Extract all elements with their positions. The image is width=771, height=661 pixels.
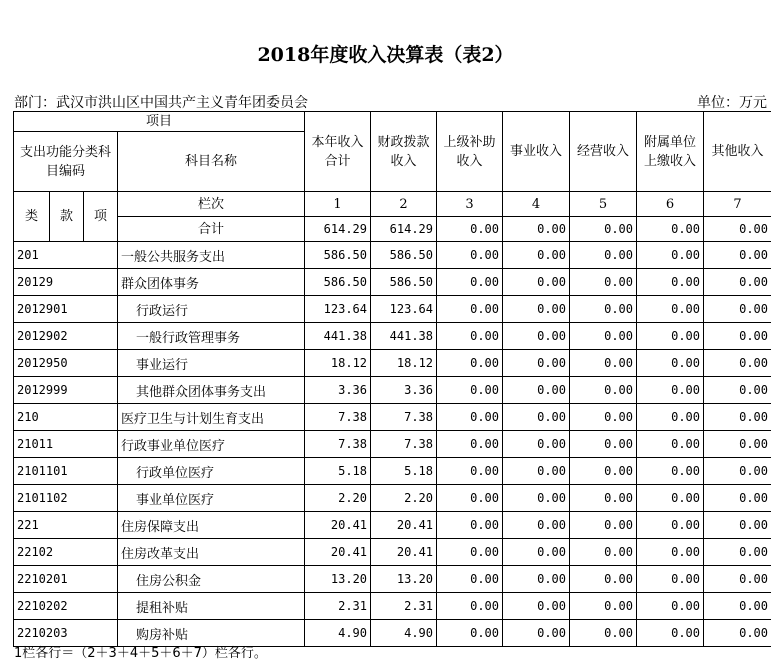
row-value: 0.00 [503, 296, 570, 323]
table-row [14, 323, 771, 350]
row-value: 0.00 [437, 404, 503, 431]
row-value: 0.00 [570, 539, 637, 566]
row-value: 0.00 [503, 512, 570, 539]
col-number: 6 [637, 192, 704, 217]
row-subject-name: 其他群众团体事务支出 [118, 377, 305, 404]
table-row [14, 296, 771, 323]
header-col-4: 事业收入 [503, 112, 570, 192]
row-value: 0.00 [637, 377, 704, 404]
row-value: 441.38 [305, 323, 371, 350]
row-value: 0.00 [503, 566, 570, 593]
row-code: 2012901 [14, 296, 118, 323]
row-code: 210 [14, 404, 118, 431]
table-row [14, 539, 771, 566]
row-value: 20.41 [305, 512, 371, 539]
row-subject-name: 提租补贴 [118, 593, 305, 620]
row-value: 13.20 [305, 566, 371, 593]
row-value: 0.00 [637, 485, 704, 512]
row-value: 0.00 [437, 512, 503, 539]
row-value: 0.00 [503, 242, 570, 269]
row-value: 0.00 [704, 242, 771, 269]
row-value: 0.00 [503, 620, 570, 647]
col-number: 7 [704, 192, 771, 217]
total-value: 0.00 [637, 217, 704, 242]
col-number: 5 [570, 192, 637, 217]
col-number: 1 [305, 192, 371, 217]
col-number: 4 [503, 192, 570, 217]
unit-label: 单位：万元 [697, 95, 767, 111]
table-row [14, 242, 771, 269]
row-code: 2210201 [14, 566, 118, 593]
revenue-table [13, 111, 771, 647]
row-subject-name: 行政事业单位医疗 [118, 431, 305, 458]
table-row [14, 485, 771, 512]
row-value: 7.38 [305, 431, 371, 458]
row-subject-name: 住房改革支出 [118, 539, 305, 566]
row-value: 0.00 [570, 350, 637, 377]
row-value: 5.18 [371, 458, 437, 485]
row-value: 0.00 [704, 512, 771, 539]
row-value: 0.00 [503, 269, 570, 296]
row-value: 0.00 [704, 377, 771, 404]
row-value: 0.00 [570, 458, 637, 485]
row-value: 20.41 [305, 539, 371, 566]
table-row [14, 431, 771, 458]
row-value: 0.00 [503, 350, 570, 377]
row-value: 0.00 [437, 242, 503, 269]
row-code: 201 [14, 242, 118, 269]
header-xiang: 项 [84, 192, 118, 242]
row-subject-name: 医疗卫生与计划生育支出 [118, 404, 305, 431]
row-value: 0.00 [570, 242, 637, 269]
row-value: 0.00 [637, 620, 704, 647]
row-value: 0.00 [503, 485, 570, 512]
row-value: 0.00 [570, 269, 637, 296]
row-value: 0.00 [637, 593, 704, 620]
row-code: 2012950 [14, 350, 118, 377]
row-code: 2012902 [14, 323, 118, 350]
header-subject-name: 科目名称 [118, 132, 305, 192]
table-row [14, 593, 771, 620]
table-row [14, 566, 771, 593]
row-subject-name: 群众团体事务 [118, 269, 305, 296]
header-col-6: 附属单位上缴收入 [637, 112, 704, 192]
row-code: 2012999 [14, 377, 118, 404]
row-subject-name: 住房保障支出 [118, 512, 305, 539]
row-value: 0.00 [704, 296, 771, 323]
total-label: 合计 [118, 217, 305, 242]
row-value: 0.00 [570, 566, 637, 593]
total-value: 0.00 [570, 217, 637, 242]
row-value: 0.00 [704, 539, 771, 566]
row-value: 0.00 [637, 269, 704, 296]
row-value: 2.31 [371, 593, 437, 620]
row-value: 0.00 [503, 539, 570, 566]
row-value: 18.12 [305, 350, 371, 377]
row-value: 0.00 [704, 593, 771, 620]
row-value: 0.00 [503, 404, 570, 431]
row-code: 2210202 [14, 593, 118, 620]
row-code: 2101101 [14, 458, 118, 485]
header-item: 项目 [14, 112, 305, 132]
col-number: 2 [371, 192, 437, 217]
header-col-index: 栏次 [118, 192, 305, 217]
row-value: 0.00 [437, 296, 503, 323]
row-value: 20.41 [371, 539, 437, 566]
department-label: 部门：武汉市洪山区中国共产主义青年团委员会 [14, 95, 308, 111]
row-value: 0.00 [570, 431, 637, 458]
table-row [14, 458, 771, 485]
header-col-5: 经营收入 [570, 112, 637, 192]
table-row [14, 377, 771, 404]
total-value: 614.29 [305, 217, 371, 242]
row-value: 0.00 [637, 323, 704, 350]
row-value: 0.00 [637, 539, 704, 566]
row-value: 123.64 [371, 296, 437, 323]
row-value: 0.00 [437, 566, 503, 593]
row-code: 22102 [14, 539, 118, 566]
row-value: 7.38 [371, 404, 437, 431]
row-value: 0.00 [437, 269, 503, 296]
footnote: 1栏各行＝（2＋3＋4＋5＋6＋7）栏各行。 [14, 646, 267, 661]
row-code: 21011 [14, 431, 118, 458]
row-value: 0.00 [503, 593, 570, 620]
row-subject-name: 事业运行 [118, 350, 305, 377]
row-value: 2.31 [305, 593, 371, 620]
row-value: 0.00 [437, 539, 503, 566]
row-value: 0.00 [570, 404, 637, 431]
row-value: 0.00 [704, 431, 771, 458]
row-subject-name: 行政单位医疗 [118, 458, 305, 485]
page-title: 2018年度收入决算表（表2） [257, 44, 514, 66]
row-value: 0.00 [503, 323, 570, 350]
row-value: 0.00 [704, 566, 771, 593]
header-col-3: 上级补助收入 [437, 112, 503, 192]
row-value: 0.00 [704, 485, 771, 512]
row-value: 0.00 [570, 377, 637, 404]
row-value: 0.00 [704, 620, 771, 647]
table-row [14, 350, 771, 377]
row-value: 0.00 [437, 593, 503, 620]
row-value: 586.50 [305, 242, 371, 269]
row-subject-name: 购房补贴 [118, 620, 305, 647]
row-code: 2210203 [14, 620, 118, 647]
header-func-code: 支出功能分类科目编码 [14, 132, 118, 192]
row-value: 18.12 [371, 350, 437, 377]
row-value: 0.00 [637, 512, 704, 539]
row-subject-name: 行政运行 [118, 296, 305, 323]
total-value: 614.29 [371, 217, 437, 242]
row-value: 0.00 [437, 377, 503, 404]
row-value: 3.36 [305, 377, 371, 404]
row-subject-name: 一般行政管理事务 [118, 323, 305, 350]
row-value: 0.00 [437, 431, 503, 458]
header-kuan: 款 [50, 192, 84, 242]
row-value: 0.00 [704, 350, 771, 377]
row-value: 0.00 [570, 296, 637, 323]
row-value: 0.00 [637, 350, 704, 377]
row-value: 7.38 [371, 431, 437, 458]
row-value: 0.00 [437, 350, 503, 377]
table-row [14, 512, 771, 539]
table-body [14, 242, 771, 647]
row-value: 0.00 [570, 485, 637, 512]
row-code: 20129 [14, 269, 118, 296]
row-subject-name: 住房公积金 [118, 566, 305, 593]
row-value: 7.38 [305, 404, 371, 431]
row-value: 0.00 [704, 323, 771, 350]
row-value: 13.20 [371, 566, 437, 593]
row-value: 586.50 [371, 269, 437, 296]
row-subject-name: 事业单位医疗 [118, 485, 305, 512]
row-value: 0.00 [637, 431, 704, 458]
row-value: 20.41 [371, 512, 437, 539]
row-value: 0.00 [637, 242, 704, 269]
row-value: 4.90 [305, 620, 371, 647]
header-col-1: 本年收入合计 [305, 112, 371, 192]
table-row [14, 269, 771, 296]
row-value: 441.38 [371, 323, 437, 350]
row-value: 586.50 [305, 269, 371, 296]
row-value: 0.00 [704, 458, 771, 485]
row-value: 0.00 [570, 323, 637, 350]
row-value: 0.00 [503, 431, 570, 458]
row-value: 0.00 [637, 566, 704, 593]
row-value: 0.00 [503, 458, 570, 485]
row-value: 0.00 [570, 512, 637, 539]
row-value: 0.00 [437, 458, 503, 485]
total-value: 0.00 [437, 217, 503, 242]
row-value: 2.20 [305, 485, 371, 512]
row-code: 2101102 [14, 485, 118, 512]
row-value: 586.50 [371, 242, 437, 269]
row-code: 221 [14, 512, 118, 539]
header-lei: 类 [14, 192, 50, 242]
header-col-7: 其他收入 [704, 112, 771, 192]
row-value: 0.00 [704, 404, 771, 431]
total-value: 0.00 [704, 217, 771, 242]
row-value: 0.00 [637, 404, 704, 431]
total-value: 0.00 [503, 217, 570, 242]
row-value: 0.00 [570, 593, 637, 620]
row-value: 0.00 [570, 620, 637, 647]
row-value: 2.20 [371, 485, 437, 512]
row-value: 0.00 [503, 377, 570, 404]
table-row [14, 404, 771, 431]
row-value: 0.00 [637, 296, 704, 323]
header-col-2: 财政拨款收入 [371, 112, 437, 192]
row-value: 0.00 [637, 458, 704, 485]
row-value: 0.00 [704, 269, 771, 296]
row-value: 5.18 [305, 458, 371, 485]
row-value: 0.00 [437, 485, 503, 512]
row-value: 4.90 [371, 620, 437, 647]
row-value: 123.64 [305, 296, 371, 323]
row-value: 0.00 [437, 620, 503, 647]
col-number: 3 [437, 192, 503, 217]
row-value: 0.00 [437, 323, 503, 350]
row-value: 3.36 [371, 377, 437, 404]
row-subject-name: 一般公共服务支出 [118, 242, 305, 269]
